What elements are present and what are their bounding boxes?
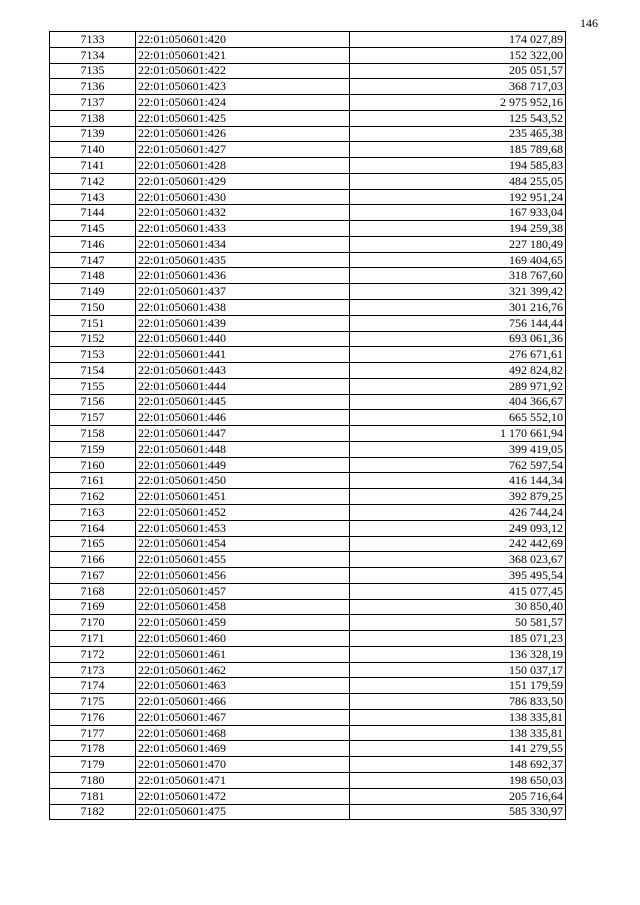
cadastral-value-cell: 148 692,37 [350, 757, 566, 773]
cadastral-number-cell: 22:01:050601:454 [136, 536, 350, 552]
row-number-cell: 7173 [50, 662, 136, 678]
row-number-cell: 7180 [50, 772, 136, 788]
cadastral-value-cell: 786 833,50 [350, 694, 566, 710]
row-number-cell: 7167 [50, 568, 136, 584]
table-row [50, 47, 566, 63]
table-row [50, 284, 566, 300]
cadastral-number-cell: 22:01:050601:466 [136, 694, 350, 710]
table-row [50, 363, 566, 379]
row-number-cell: 7139 [50, 126, 136, 142]
cadastral-number-cell: 22:01:050601:475 [136, 804, 350, 820]
row-number-cell: 7155 [50, 378, 136, 394]
table-row [50, 441, 566, 457]
table-row [50, 378, 566, 394]
table-row [50, 788, 566, 804]
cadastral-number-cell: 22:01:050601:436 [136, 268, 350, 284]
cadastral-number-cell: 22:01:050601:455 [136, 552, 350, 568]
cadastral-number-cell: 22:01:050601:439 [136, 315, 350, 331]
row-number-cell: 7165 [50, 536, 136, 552]
cadastral-number-cell: 22:01:050601:470 [136, 757, 350, 773]
table-row [50, 268, 566, 284]
row-number-cell: 7156 [50, 394, 136, 410]
cadastral-number-cell: 22:01:050601:458 [136, 599, 350, 615]
cadastral-number-cell: 22:01:050601:437 [136, 284, 350, 300]
table-row [50, 410, 566, 426]
cadastral-value-cell: 289 971,92 [350, 378, 566, 394]
row-number-cell: 7150 [50, 300, 136, 316]
cadastral-number-cell: 22:01:050601:467 [136, 709, 350, 725]
table-row [50, 615, 566, 631]
cadastral-value-cell: 585 330,97 [350, 804, 566, 820]
row-number-cell: 7144 [50, 205, 136, 221]
cadastral-value-cell: 138 335,81 [350, 709, 566, 725]
cadastral-number-cell: 22:01:050601:440 [136, 331, 350, 347]
cadastral-value-cell: 235 465,38 [350, 126, 566, 142]
cadastral-number-cell: 22:01:050601:428 [136, 158, 350, 174]
cadastral-number-cell: 22:01:050601:461 [136, 646, 350, 662]
table-row [50, 426, 566, 442]
cadastral-value-cell: 321 399,42 [350, 284, 566, 300]
table-row [50, 221, 566, 237]
cadastral-number-cell: 22:01:050601:434 [136, 236, 350, 252]
row-number-cell: 7160 [50, 457, 136, 473]
row-number-cell: 7146 [50, 236, 136, 252]
row-number-cell: 7178 [50, 741, 136, 757]
cadastral-number-cell: 22:01:050601:425 [136, 110, 350, 126]
row-number-cell: 7158 [50, 426, 136, 442]
table-row [50, 694, 566, 710]
row-number-cell: 7182 [50, 804, 136, 820]
table-row [50, 552, 566, 568]
row-number-cell: 7169 [50, 599, 136, 615]
cadastral-value-cell: 185 789,68 [350, 142, 566, 158]
cadastral-number-cell: 22:01:050601:433 [136, 221, 350, 237]
cadastral-number-cell: 22:01:050601:447 [136, 426, 350, 442]
cadastral-value-table [49, 31, 566, 820]
cadastral-value-cell: 249 093,12 [350, 520, 566, 536]
table-row [50, 662, 566, 678]
cadastral-number-cell: 22:01:050601:462 [136, 662, 350, 678]
row-number-cell: 7172 [50, 646, 136, 662]
row-number-cell: 7138 [50, 110, 136, 126]
table-row [50, 79, 566, 95]
cadastral-value-cell: 151 179,59 [350, 678, 566, 694]
cadastral-value-cell: 205 051,57 [350, 63, 566, 79]
cadastral-number-cell: 22:01:050601:444 [136, 378, 350, 394]
table-row [50, 473, 566, 489]
cadastral-value-cell: 693 061,36 [350, 331, 566, 347]
cadastral-number-cell: 22:01:050601:452 [136, 504, 350, 520]
row-number-cell: 7145 [50, 221, 136, 237]
table-row [50, 300, 566, 316]
row-number-cell: 7133 [50, 32, 136, 48]
cadastral-value-cell: 2 975 952,16 [350, 95, 566, 111]
cadastral-value-cell: 174 027,89 [350, 32, 566, 48]
row-number-cell: 7162 [50, 489, 136, 505]
cadastral-number-cell: 22:01:050601:463 [136, 678, 350, 694]
row-number-cell: 7170 [50, 615, 136, 631]
row-number-cell: 7152 [50, 331, 136, 347]
table-row [50, 32, 566, 48]
row-number-cell: 7157 [50, 410, 136, 426]
table-row [50, 725, 566, 741]
row-number-cell: 7142 [50, 173, 136, 189]
row-number-cell: 7148 [50, 268, 136, 284]
cadastral-number-cell: 22:01:050601:435 [136, 252, 350, 268]
cadastral-number-cell: 22:01:050601:420 [136, 32, 350, 48]
cadastral-value-cell: 50 581,57 [350, 615, 566, 631]
cadastral-number-cell: 22:01:050601:432 [136, 205, 350, 221]
table-row [50, 95, 566, 111]
table-row [50, 347, 566, 363]
table-row [50, 110, 566, 126]
table-body [50, 32, 566, 820]
table-row [50, 142, 566, 158]
table-row [50, 772, 566, 788]
cadastral-number-cell: 22:01:050601:424 [136, 95, 350, 111]
row-number-cell: 7135 [50, 63, 136, 79]
cadastral-value-cell: 426 744,24 [350, 504, 566, 520]
table-row [50, 315, 566, 331]
cadastral-number-cell: 22:01:050601:449 [136, 457, 350, 473]
row-number-cell: 7137 [50, 95, 136, 111]
row-number-cell: 7140 [50, 142, 136, 158]
table-row [50, 252, 566, 268]
cadastral-number-cell: 22:01:050601:468 [136, 725, 350, 741]
table-row [50, 331, 566, 347]
table-row [50, 205, 566, 221]
cadastral-value-cell: 169 404,65 [350, 252, 566, 268]
cadastral-value-cell: 392 879,25 [350, 489, 566, 505]
cadastral-value-cell: 492 824,82 [350, 363, 566, 379]
table-row [50, 804, 566, 820]
cadastral-number-cell: 22:01:050601:422 [136, 63, 350, 79]
cadastral-value-cell: 125 543,52 [350, 110, 566, 126]
row-number-cell: 7176 [50, 709, 136, 725]
cadastral-value-cell: 416 144,34 [350, 473, 566, 489]
row-number-cell: 7159 [50, 441, 136, 457]
page-number: 146 [580, 16, 598, 30]
row-number-cell: 7149 [50, 284, 136, 300]
cadastral-value-cell: 141 279,55 [350, 741, 566, 757]
cadastral-number-cell: 22:01:050601:460 [136, 631, 350, 647]
table-row [50, 646, 566, 662]
row-number-cell: 7164 [50, 520, 136, 536]
cadastral-value-cell: 368 717,03 [350, 79, 566, 95]
cadastral-value-cell: 167 933,04 [350, 205, 566, 221]
cadastral-value-cell: 136 328,19 [350, 646, 566, 662]
table-row [50, 158, 566, 174]
cadastral-value-cell: 1 170 661,94 [350, 426, 566, 442]
cadastral-value-cell: 665 552,10 [350, 410, 566, 426]
row-number-cell: 7151 [50, 315, 136, 331]
row-number-cell: 7179 [50, 757, 136, 773]
table-row [50, 126, 566, 142]
row-number-cell: 7147 [50, 252, 136, 268]
cadastral-value-cell: 301 216,76 [350, 300, 566, 316]
cadastral-number-cell: 22:01:050601:427 [136, 142, 350, 158]
table-row [50, 583, 566, 599]
cadastral-number-cell: 22:01:050601:453 [136, 520, 350, 536]
row-number-cell: 7141 [50, 158, 136, 174]
cadastral-number-cell: 22:01:050601:457 [136, 583, 350, 599]
table-row [50, 631, 566, 647]
table-row [50, 504, 566, 520]
cadastral-number-cell: 22:01:050601:448 [136, 441, 350, 457]
cadastral-number-cell: 22:01:050601:438 [136, 300, 350, 316]
cadastral-value-cell: 484 255,05 [350, 173, 566, 189]
table-row [50, 757, 566, 773]
cadastral-number-cell: 22:01:050601:443 [136, 363, 350, 379]
table-row [50, 599, 566, 615]
cadastral-value-cell: 192 951,24 [350, 189, 566, 205]
table-row [50, 568, 566, 584]
row-number-cell: 7175 [50, 694, 136, 710]
row-number-cell: 7177 [50, 725, 136, 741]
table-row [50, 457, 566, 473]
cadastral-value-cell: 415 077,45 [350, 583, 566, 599]
cadastral-value-cell: 404 366,67 [350, 394, 566, 410]
cadastral-number-cell: 22:01:050601:445 [136, 394, 350, 410]
cadastral-value-cell: 194 585,83 [350, 158, 566, 174]
cadastral-number-cell: 22:01:050601:450 [136, 473, 350, 489]
cadastral-number-cell: 22:01:050601:472 [136, 788, 350, 804]
cadastral-number-cell: 22:01:050601:426 [136, 126, 350, 142]
cadastral-value-cell: 276 671,61 [350, 347, 566, 363]
cadastral-value-cell: 205 716,64 [350, 788, 566, 804]
cadastral-value-cell: 399 419,05 [350, 441, 566, 457]
cadastral-number-cell: 22:01:050601:459 [136, 615, 350, 631]
row-number-cell: 7181 [50, 788, 136, 804]
cadastral-number-cell: 22:01:050601:471 [136, 772, 350, 788]
row-number-cell: 7136 [50, 79, 136, 95]
table-row [50, 189, 566, 205]
row-number-cell: 7143 [50, 189, 136, 205]
cadastral-number-cell: 22:01:050601:421 [136, 47, 350, 63]
cadastral-number-cell: 22:01:050601:429 [136, 173, 350, 189]
cadastral-number-cell: 22:01:050601:430 [136, 189, 350, 205]
cadastral-value-cell: 368 023,67 [350, 552, 566, 568]
table-row [50, 536, 566, 552]
table-row [50, 520, 566, 536]
row-number-cell: 7161 [50, 473, 136, 489]
cadastral-value-cell: 194 259,38 [350, 221, 566, 237]
row-number-cell: 7154 [50, 363, 136, 379]
table-row [50, 173, 566, 189]
table-row [50, 678, 566, 694]
cadastral-value-cell: 395 495,54 [350, 568, 566, 584]
cadastral-number-cell: 22:01:050601:456 [136, 568, 350, 584]
table-row [50, 489, 566, 505]
cadastral-value-cell: 152 322,00 [350, 47, 566, 63]
cadastral-number-cell: 22:01:050601:469 [136, 741, 350, 757]
cadastral-value-cell: 762 597,54 [350, 457, 566, 473]
cadastral-number-cell: 22:01:050601:451 [136, 489, 350, 505]
cadastral-value-cell: 756 144,44 [350, 315, 566, 331]
row-number-cell: 7171 [50, 631, 136, 647]
cadastral-value-cell: 30 850,40 [350, 599, 566, 615]
cadastral-value-cell: 150 037,17 [350, 662, 566, 678]
cadastral-number-cell: 22:01:050601:446 [136, 410, 350, 426]
table-row [50, 741, 566, 757]
table-row [50, 236, 566, 252]
cadastral-value-cell: 318 767,60 [350, 268, 566, 284]
row-number-cell: 7153 [50, 347, 136, 363]
cadastral-value-cell: 185 071,23 [350, 631, 566, 647]
row-number-cell: 7166 [50, 552, 136, 568]
cadastral-value-cell: 227 180,49 [350, 236, 566, 252]
cadastral-number-cell: 22:01:050601:423 [136, 79, 350, 95]
table-row [50, 63, 566, 79]
row-number-cell: 7168 [50, 583, 136, 599]
row-number-cell: 7134 [50, 47, 136, 63]
cadastral-value-cell: 138 335,81 [350, 725, 566, 741]
table-row [50, 709, 566, 725]
cadastral-value-cell: 198 650,03 [350, 772, 566, 788]
row-number-cell: 7174 [50, 678, 136, 694]
cadastral-number-cell: 22:01:050601:441 [136, 347, 350, 363]
cadastral-value-cell: 242 442,69 [350, 536, 566, 552]
row-number-cell: 7163 [50, 504, 136, 520]
table-row [50, 394, 566, 410]
